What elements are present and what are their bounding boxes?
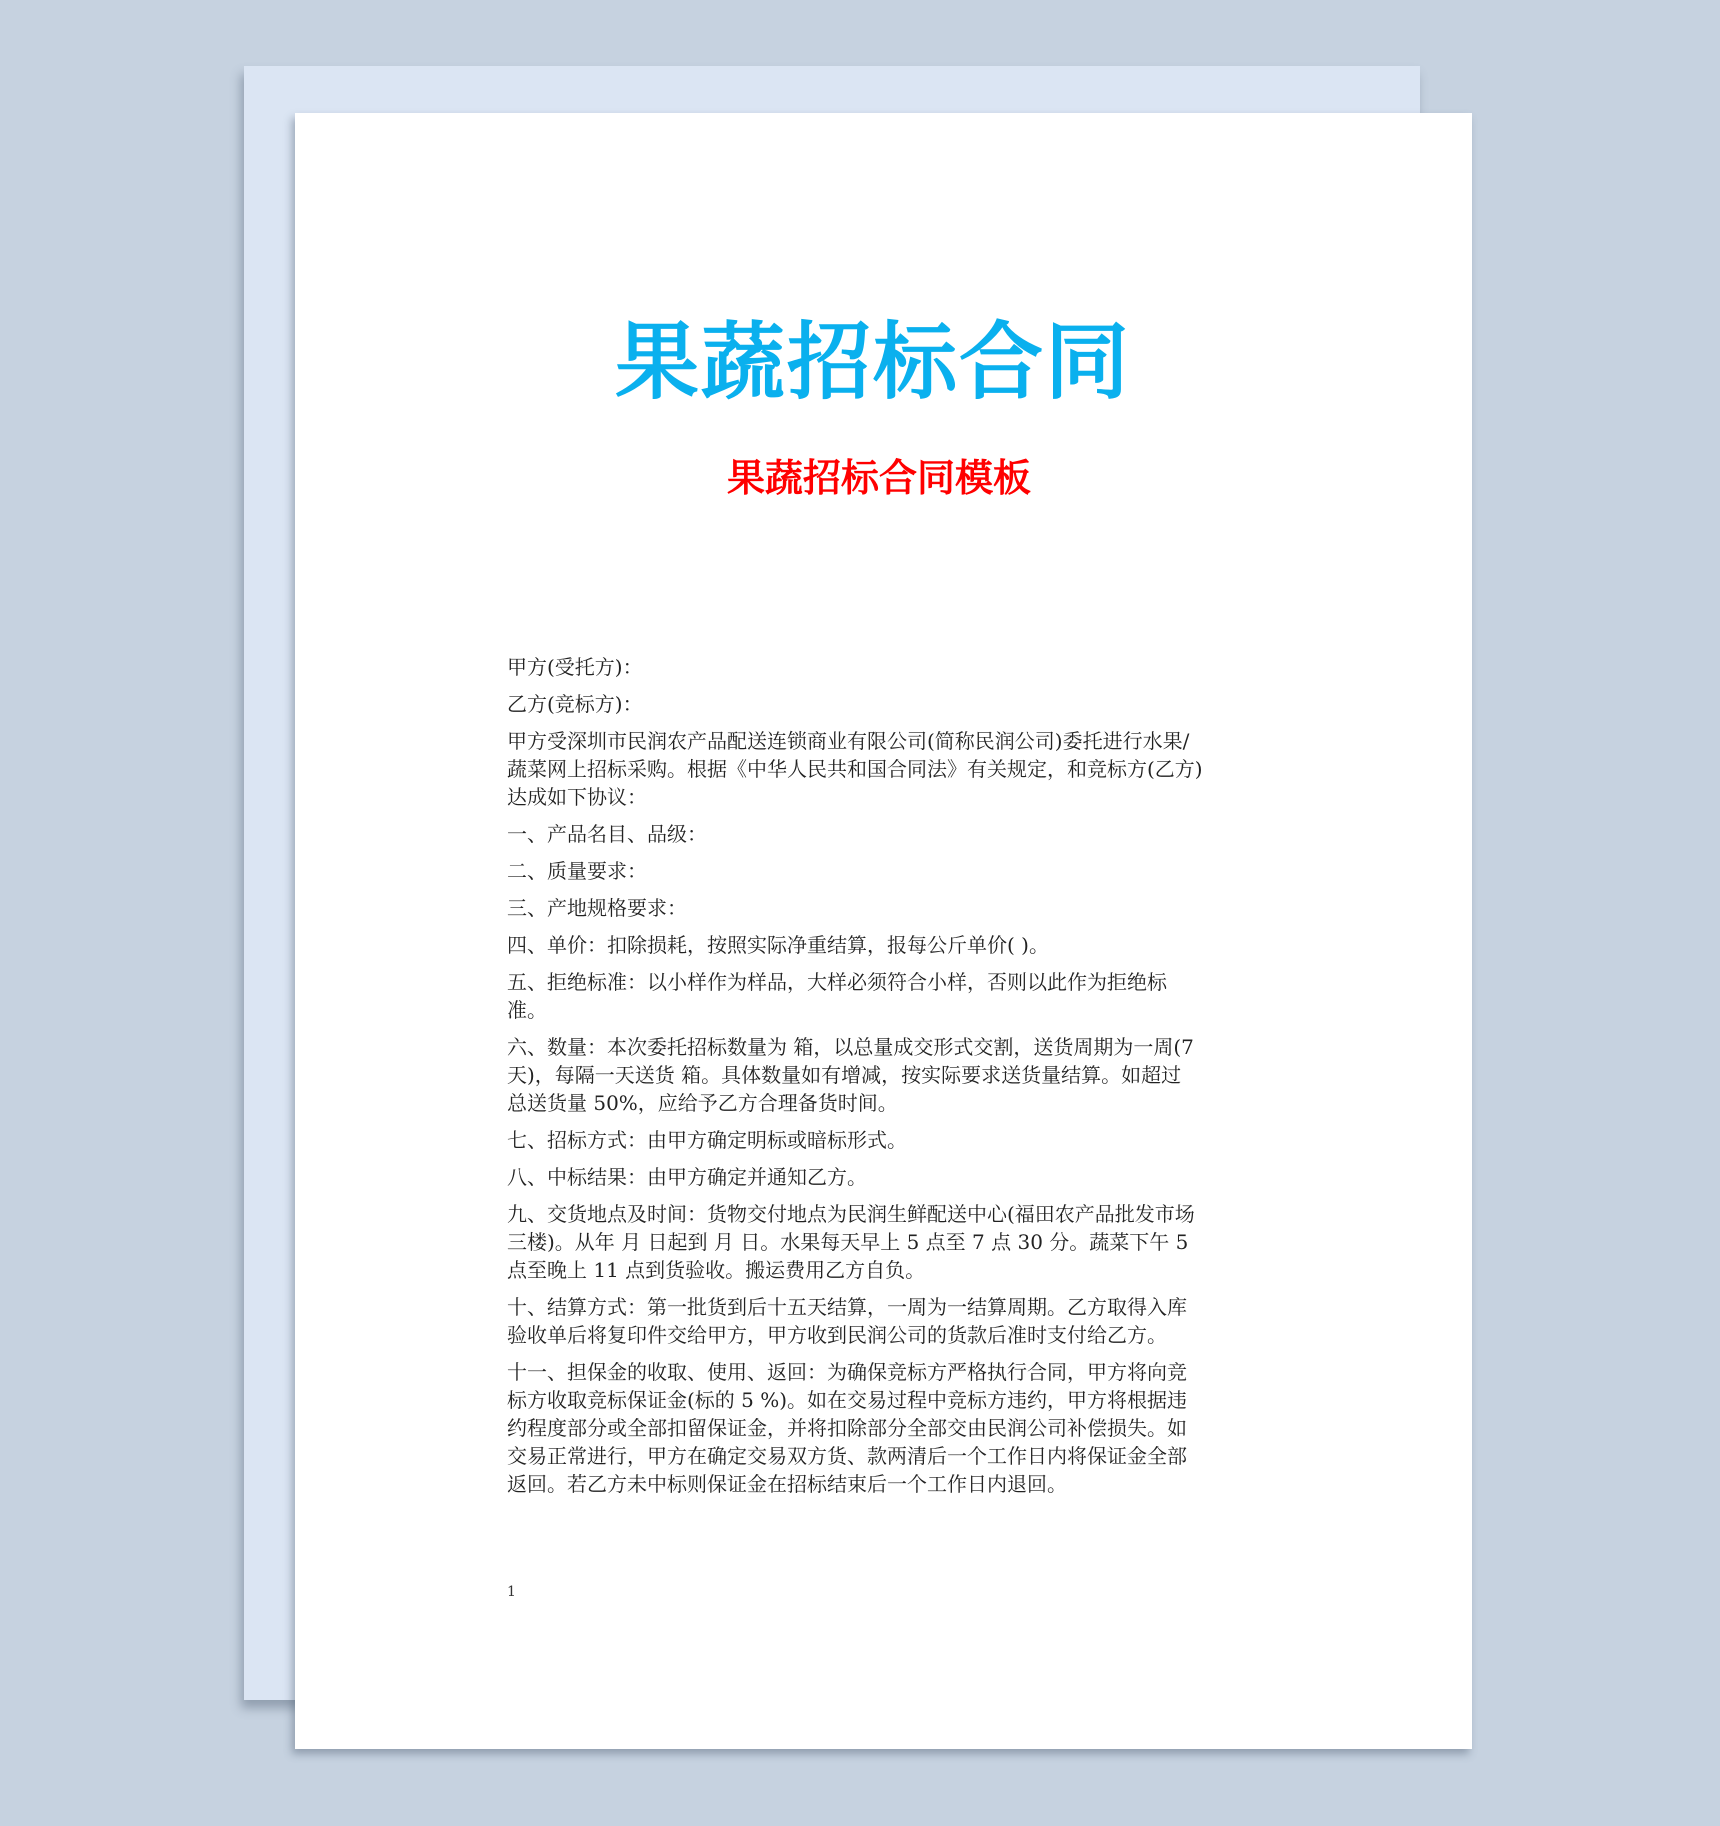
- text-line: 六、数量：本次委托招标数量为 箱，以总量成交形式交割，送货周期为一周(7: [507, 1035, 1194, 1059]
- clause-4-price: [507, 931, 1277, 959]
- text-line: 准。: [507, 998, 547, 1022]
- text-line: 总送货量 50%，应给予乙方合理备货时间。: [507, 1091, 898, 1115]
- clause-1-product: [507, 820, 1277, 848]
- clause-8-result: [507, 1163, 1277, 1191]
- clause-11-deposit: [507, 1358, 1277, 1498]
- text-line: 蔬菜网上招标采购。根据《中华人民共和国合同法》有关规定，和竞标方(乙方): [507, 757, 1203, 781]
- clause-7-bidding-method: [507, 1126, 1277, 1154]
- clause-9-delivery: [507, 1200, 1277, 1284]
- party-a-line: [507, 653, 1277, 681]
- text-line: 点至晚上 11 点到货验收。搬运费用乙方自负。: [507, 1258, 926, 1282]
- text-line: 天)，每隔一天送货 箱。具体数量如有增减，按实际要求送货量结算。如超过: [507, 1063, 1182, 1087]
- text-line: 一、产品名目、品级：: [507, 822, 707, 846]
- clause-3-origin: [507, 894, 1277, 922]
- document-subtitle: 果蔬招标合同模板: [726, 456, 1031, 500]
- text-line: 乙方(竞标方)：: [507, 692, 643, 716]
- text-line: 交易正常进行，甲方在确定交易双方货、款两清后一个工作日内将保证金全部: [507, 1444, 1187, 1468]
- text-line: 达成如下协议：: [507, 785, 647, 809]
- text-line: 甲方(受托方)：: [507, 655, 643, 679]
- text-line: 返回。若乙方未中标则保证金在招标结束后一个工作日内退回。: [507, 1472, 1067, 1496]
- text-line: 四、单价：扣除损耗，按照实际净重结算，报每公斤单价( )。: [507, 933, 1049, 957]
- preamble-paragraph: [507, 727, 1277, 811]
- text-line: 三、产地规格要求：: [507, 896, 687, 920]
- text-line: 约程度部分或全部扣留保证金，并将扣除部分全部交由民润公司补偿损失。如: [507, 1416, 1187, 1440]
- text-line: 十、结算方式：第一批货到后十五天结算，一周为一结算周期。乙方取得入库: [507, 1295, 1187, 1319]
- clause-5-rejection: [507, 968, 1277, 1024]
- text-line: 甲方受深圳市民润农产品配送连锁商业有限公司(简称民润公司)委托进行水果/: [507, 729, 1190, 753]
- page-number: 1: [507, 1584, 516, 1600]
- text-line: 三楼)。从年 月 日起到 月 日。水果每天早上 5 点至 7 点 30 分。蔬菜下午 5: [507, 1230, 1189, 1254]
- clause-2-quality: [507, 857, 1277, 885]
- contract-body: [507, 653, 1277, 1507]
- clause-10-settlement: [507, 1293, 1277, 1349]
- clause-6-quantity: [507, 1033, 1277, 1117]
- text-line: 八、中标结果：由甲方确定并通知乙方。: [507, 1165, 867, 1189]
- text-line: 验收单后将复印件交给甲方，甲方收到民润公司的货款后准时支付给乙方。: [507, 1323, 1167, 1347]
- text-line: 二、质量要求：: [507, 859, 647, 883]
- text-line: 七、招标方式：由甲方确定明标或暗标形式。: [507, 1128, 907, 1152]
- text-line: 十一、担保金的收取、使用、返回：为确保竞标方严格执行合同，甲方将向竞: [507, 1360, 1187, 1384]
- party-b-line: [507, 690, 1277, 718]
- text-line: 五、拒绝标准：以小样作为样品，大样必须符合小样，否则以此作为拒绝标: [507, 970, 1167, 994]
- text-line: 标方收取竞标保证金(标的 5 %)。如在交易过程中竞标方违约，甲方将根据违: [507, 1388, 1188, 1412]
- document-title: 果蔬招标合同: [614, 313, 1131, 411]
- text-line: 九、交货地点及时间：货物交付地点为民润生鲜配送中心(福田农产品批发市场: [507, 1202, 1195, 1226]
